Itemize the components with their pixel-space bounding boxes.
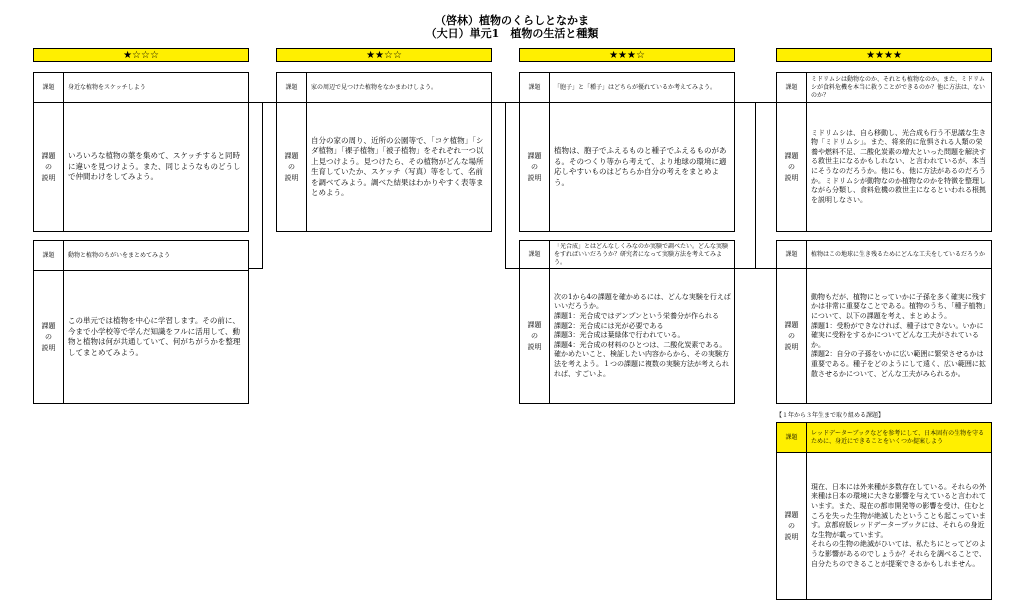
- connector-line: [262, 102, 263, 268]
- explanation-label: 課題 の 説明: [520, 269, 550, 403]
- task-label: 課題: [777, 241, 807, 268]
- explanation-label: 課題 の 説明: [520, 103, 550, 231]
- task-label: 課題: [520, 241, 550, 268]
- task-card-1-2: [33, 240, 249, 404]
- task-body: ミドリムシは、自ら移動し、光合成も行う不思議な生き物「ミドリムシ」。また、将来的に危惧される人類の栄養や燃料不足、二酸化炭素の増大といった問題を解決する救世主になるかもしれない、と言われているが、本当にそうなのだろうか。他にも、他に方法があるのだろうか。ミドリムシが動物なのか植物なのかを特徴を整理しながら分類し、食料危機の救世主になるといわれる根拠を説明しなさい。: [811, 128, 986, 204]
- level-header-4: ★★★★: [776, 48, 992, 62]
- explanation-label: 課題 の 説明: [277, 103, 307, 231]
- task-card-4-1: [776, 72, 992, 232]
- connector-line: [735, 268, 776, 269]
- task-body: 自分の家の周り、近所の公園等で、「コケ植物」「シダ植物」「裸子植物」「被子植物」をそれぞれ一つ以上見つけよう。見つけたら、その植物がどんな場所生育していたか、スケッチ（写真）等をして、名前を調べてみよう。調べた結果はわかりやすく表等まとめよう。: [311, 135, 484, 197]
- connector-line: [249, 268, 263, 269]
- task-card-3-2: [519, 240, 735, 404]
- task-title: 植物はこの地球に生き残るためにどんな工夫をしているだろうか: [811, 250, 986, 258]
- task-title: ミドリムシは動物なのか、それとも植物なのか。また、ミドリムシが食料危機を本当に救うことができるのか？他に方法は、ないのか？: [811, 75, 986, 99]
- task-card-2-1: [276, 72, 492, 232]
- connector-line: [505, 102, 506, 268]
- task-card-1-1: [33, 72, 249, 232]
- task-body: 次の1から4の課題を確かめるには、どんな実験を行えばいいだろうか。 課題1：光合成ではデンプンという栄養分が作られる 課題2：光合成には光が必要である 課題3：光合成は葉緑体で行われている。 課題4：光合成の材料のひとつは、二酸化炭素である。 確かめたいこと、検証したい内容からから、その実験方法を考えよう。１つの課題に複数の実験方法が考えられれば、すごいよ。: [554, 292, 731, 378]
- task-title: 家の周辺で見つけた植物をなかまわけしよう。: [311, 83, 438, 91]
- task-card-3-1: [519, 72, 735, 232]
- task-title: 身近な植物をスケッチしよう: [68, 83, 146, 91]
- task-label: 課題: [777, 423, 807, 452]
- task-body: 植物は、胞子でふえるものと種子でふえるものがある。そのつくり等から考えて、より地球の環境に適応しやすいものはどちらか自分の考えをまとめよう。: [554, 146, 727, 187]
- connector-line: [249, 102, 263, 103]
- page-title-line2: （大日）単元1 植物の生活と種類: [425, 27, 599, 40]
- task-body: 動物もだが、植物にとっていかに子孫を多く確実に残すかは非常に重要なことである。植物のうち、「種子植物」について、以下の課題を考え、まとめよう。 課題1：受粉ができなければ、種子はできない。いかに確実に受粉をするかについてどんな工夫がされているか。 課題2：自分の子孫をいかに広い範囲に繁栄させるかは重要である。種子をどのようにして遠く、広い範囲に拡散させるかについて、どんな工夫がみられるか。: [811, 292, 986, 378]
- task-title: 「光合成」とはどんなしくみなのか実験で調べたい。どんな実験をすればいいだろうか？研究者になって実験方法を考えてみよう。: [554, 243, 729, 266]
- task-label: 課題: [34, 241, 64, 270]
- explanation-label: 課題 の 説明: [777, 103, 807, 231]
- explanation-label: 課題 の 説明: [34, 103, 64, 231]
- connector-line: [755, 102, 756, 268]
- level-header-3: ★★★☆: [519, 48, 735, 62]
- explanation-label: 課題 の 説明: [777, 269, 807, 403]
- task-body: 現在、日本には外来種が多数存在している。それらの外来種は日本の環境に大きな影響を与えていると言われています。また、現在の都市開発等の影響を受け、住むところを失った生物が絶滅したということも起こっています。京都府版レッドデーターブックには、それらの身近な生物が載っています。 それらの生物の絶滅がひいては、私たちにとってどのような影響があるのでしょうか？それらを調べることで、自分たちのできることが提案できるかもしれません。: [811, 482, 986, 568]
- task-title: レッドデーターブックなどを参考にして、日本固有の生物を守るために、身近にできることをいくつか提案しよう: [811, 429, 985, 445]
- task-title: 動物と植物のちがいをまとめてみよう: [68, 251, 171, 259]
- extra-note: 【１年から３年生まで取り組める課題】: [776, 412, 885, 419]
- connector-line: [262, 102, 276, 103]
- task-label: 課題: [277, 73, 307, 102]
- task-body: いろいろな植物の葉を集めて、スケッチすると同時に違いを見つけよう。また、同じようなものどうしで仲間わけをしてみよう。: [68, 151, 241, 182]
- task-card-4-2: [776, 240, 992, 404]
- task-label: 課題: [520, 73, 550, 102]
- explanation-label: 課題 の 説明: [777, 453, 807, 599]
- connector-line: [505, 268, 519, 269]
- level-header-2: ★★☆☆: [276, 48, 492, 62]
- explanation-label: 課題 の 説明: [34, 271, 64, 403]
- task-label: 課題: [777, 73, 807, 102]
- task-card-extra: [776, 422, 992, 600]
- task-title: 「胞子」と「種子」はどちらが優れているか考えてみよう。: [554, 83, 717, 91]
- level-header-1: ★☆☆☆: [33, 48, 249, 62]
- task-label: 課題: [34, 73, 64, 102]
- task-body: この単元では植物を中心に学習します。その前に、今まで小学校等で学んだ知識をフルに活用して、動物と植物は何が共通していて、何がちがうかを整理してまとめてみよう。: [68, 316, 241, 357]
- page-title-line1: （啓林）植物のくらしとなかま: [435, 14, 589, 27]
